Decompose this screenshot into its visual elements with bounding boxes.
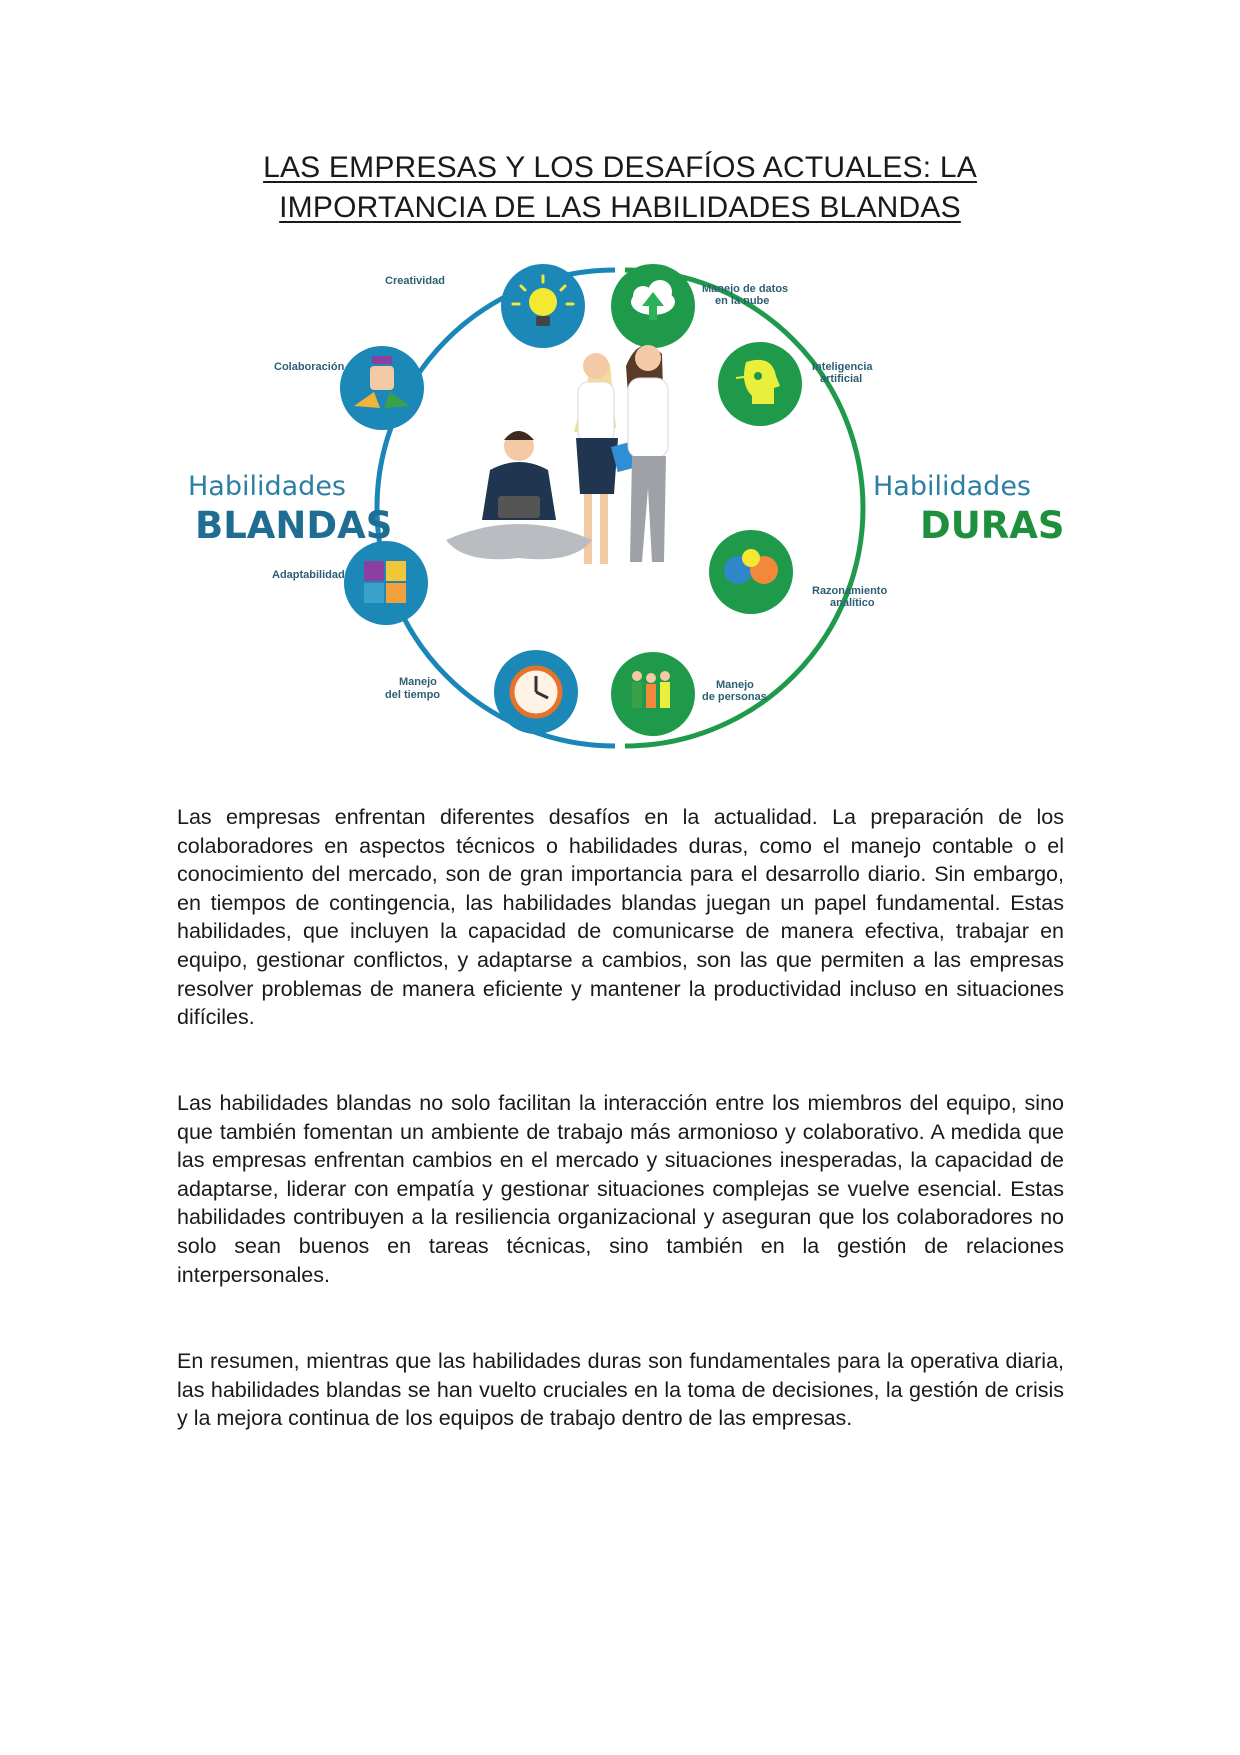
paragraph-2: Las habilidades blandas no solo facilitan la interacción entre los miembros del equipo, sino que también fomentan un ambiente de trabajo más armonioso y colaborativo. A medida que las empresas enfrentan cambios en el mercado y situaciones inesperadas, la capacidad de adaptarse, liderar con empatía y gestionar situaciones complejas se vuelve esencial. Estas habilidades contribuyen a la resiliencia organizacional y aseguran que los colaboradores no solo sean buenos en tareas técnicas, sino también en la gestión de relaciones interpersonales. bbox=[177, 1091, 1064, 1287]
soft-heading-line2: BLANDAS bbox=[195, 504, 393, 547]
label-datos-nube-2: en la nube bbox=[715, 295, 770, 307]
label-datos-nube-1: Manejo de datos bbox=[702, 283, 789, 295]
label-razonamiento-1: Razonamiento bbox=[812, 585, 888, 597]
label-adaptabilidad: Adaptabilidad bbox=[272, 569, 345, 581]
lightbulb-icon bbox=[501, 264, 585, 348]
soft-heading-line1: Habilidades bbox=[188, 471, 346, 502]
skills-infographic bbox=[170, 258, 1070, 758]
cloud-upload-icon bbox=[611, 264, 695, 348]
brain-icon bbox=[709, 530, 793, 614]
clock-icon bbox=[494, 650, 578, 734]
label-colaboracion: Colaboración bbox=[274, 361, 345, 373]
paragraph-1: Las empresas enfrentan diferentes desafíos en la actualidad. La preparación de los colaboradores en aspectos técnicos o habilidades duras, como el manejo contable o el conocimiento del mercado, son de gran importancia para el desarrollo diario. Sin embargo, en tiempos de contingencia, las habilidades blandas juegan un papel fundamental. Estas habilidades, que incluyen la capacidad de comunicarse de manera efectiva, trabajar en equipo, gestionar conflictos, y adaptarse a cambios, son las que permiten a las empresas resolver problemas de manera eficiente y mantener la productividad incluso en situaciones difíciles. bbox=[177, 805, 1064, 1030]
paragraph-3: En resumen, mientras que las habilidades duras son fundamentales para la operativa diaria, las habilidades blandas se han vuelto cruciales en la toma de decisiones, la gestión de crisis y la mejora continua de los equipos de trabajo dentro de las empresas. bbox=[177, 1349, 1064, 1431]
label-manejo-tiempo-2: del tiempo bbox=[385, 689, 441, 701]
page-title: LAS EMPRESAS Y LOS DESAFÍOS ACTUALES: LA IMPORTANCIA DE LAS HABILIDADES BLANDAS bbox=[263, 151, 977, 224]
label-creatividad: Creatividad bbox=[385, 275, 445, 287]
hands-icon bbox=[340, 346, 424, 430]
people-illustration bbox=[446, 345, 668, 564]
label-personas-2: de personas bbox=[702, 691, 767, 703]
label-razonamiento-2: analítico bbox=[830, 597, 875, 609]
ai-head-icon bbox=[718, 342, 802, 426]
hard-heading-line1: Habilidades bbox=[873, 471, 1031, 502]
label-ia-1: Inteligencia bbox=[812, 361, 873, 373]
label-personas-1: Manejo bbox=[716, 679, 754, 691]
label-manejo-tiempo-1: Manejo bbox=[399, 676, 437, 688]
people-icon bbox=[611, 652, 695, 736]
label-ia-2: artificial bbox=[820, 373, 863, 385]
hard-heading-line2: DURAS bbox=[920, 504, 1065, 547]
puzzle-icon bbox=[344, 541, 428, 625]
